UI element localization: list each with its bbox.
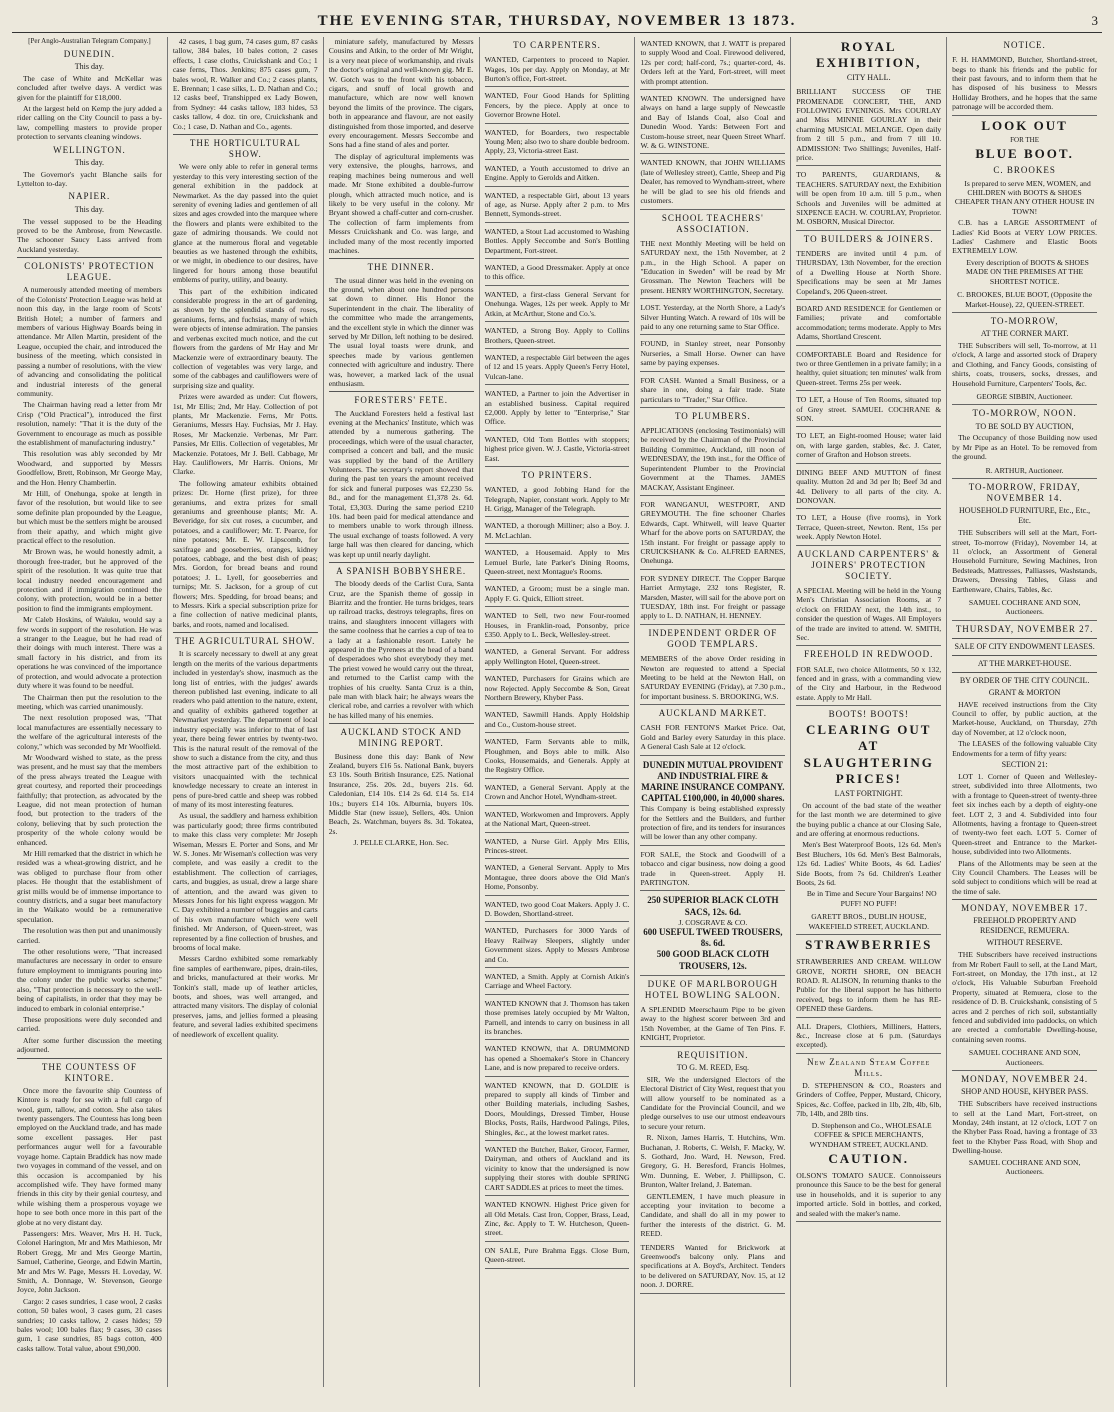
- thursday-heading: THURSDAY, NOVEMBER 27.: [955, 623, 1094, 634]
- classified-ad: ON SALE, Pure Brahma Eggs. Close Burn, Queen-street.: [485, 1244, 630, 1269]
- royal-exhibition-sub: CITY HALL.: [846, 73, 891, 83]
- auctioneer: SAMUEL COCHRANE AND SON, Auctioneers.: [952, 596, 1097, 621]
- heading-to-printers: TO PRINTERS.: [521, 469, 593, 480]
- article-paragraph: THE Subscribers will sell at the Mart, Fort-street, To-morrow (Friday), November 14, at 11 o'clock, an Assortment of General Household Furniture, Sewing Machines, Iron Bedsteads, Mattresses, Palliasses, Washstands, Drawers, Dressing Tables, Glass and Earthenware, Chairs, Tables, &c.: [952, 528, 1098, 594]
- article-paragraph: Once more the favourite ship Countess of Kintore is ready for sea with a full cargo of wool, gum, tallow, and cotton. She also takes twenty passengers. The Countess has long been employed on the Auckland trade, and has made some excellent passages. Her past performances augur well for a favourable voyage home. Captain Braddick has now made two voyages in command of the vessel, and on this occasion is accompanied by his accomplished wife. They have formed many friends in this city by their genial courtesy, and while wishing them a prosperous voyage we hope to see both once more in this part of the globe at no very distant day.: [17, 1085, 162, 1227]
- classified-ad: TO LET, a House of Ten Rooms, situated top of Grey street. SAMUEL COCHRANE & SON.: [796, 393, 941, 427]
- strawberries-title: STRAWBERRIES: [805, 937, 933, 952]
- article-paragraph: The Chairman then put the resolution to the meeting, which was carried unanimously.: [17, 692, 162, 711]
- article-paragraph: These propositions were duly seconded and carried.: [17, 1014, 162, 1034]
- classified-ad: MEMBERS of the above Order residing in Newton are requested to attend a Special Meeting to be held at the Newton Hall, on SATURDAY EVENING (Friday), at 7.30 p.m., for important business. S. BROOKING, W.S.: [640, 652, 785, 705]
- classified-ad: WANTED KNOWN. The undersigned have always on hand a large supply of Newcastle and Bay of Islands Coal, also Coal and Dunedin Wood. Yards: Between Fort and Custom-house street, near Queen Street Wharf. W. & G. WINSTONE.: [640, 92, 785, 154]
- dateline: This day.: [74, 61, 105, 71]
- page-number: 3: [1091, 13, 1098, 28]
- article-paragraph: D. Stephenson and Co., WHOLESALE COFFEE & SPICE MERCHANTS, WYNDHAM STREET, AUCKLAND.: [809, 1120, 932, 1149]
- classified-ad: ALL Drapers, Clothiers, Milliners, Hatters, &c., Increase close at 6 p.m. (Saturdays excepted).: [796, 1020, 941, 1054]
- classified-ad: FOR SALE, two choice Allotments, 50 x 132, fenced and in grass, with a commanding view of the City and Harbour, in the Redwood estate. Apply to Mr Hall.: [796, 663, 941, 707]
- to-be-sold: TO BE SOLD BY AUCTION,: [975, 421, 1074, 431]
- divider: [329, 258, 474, 259]
- blue-boot-title: BLUE BOOT.: [975, 146, 1074, 162]
- article-paragraph: Mr Caleb Hoskins, of Waiuku, would say a few words in support of the resolution. He was a stranger to the League, but he had read of their doings with much interest. There was a small factory in his district, and from its operations he was convinced of the importance of protection, and would advocate a protection duty where it was found to be needful.: [17, 615, 162, 691]
- leases-heading: SALE OF CITY ENDOWMENT LEASES.: [954, 642, 1095, 652]
- article-paragraph: A numerously attended meeting of members of the Colonists' Protection League was held at noon this day, in the large room of Scots' British Hotel; a number of farmers and members of various Highway Boards being in attendance. Mr Allen Martin, president of the League, occupied the chair, and introduced the business of the meeting, which consisted in passing a number of resolutions, with the view of advancing and consolidating the political and industrial interests of the general community.: [17, 285, 162, 398]
- article-paragraph: Is prepared to serve MEN, WOMEN, and CHILDREN with BOOTS & SHOES CHEAPER THAN ANY OTHER HOUSE IN TOWN!: [954, 178, 1095, 216]
- article-paragraph: On account of the bad state of the weather for the last month we are determined to give the buying public a chance at our Closing Sale, and are offering at enormous reductions.: [796, 800, 942, 838]
- article-paragraph: It is scarcely necessary to dwell at any great length on the merits of the various departments included in yesterday's show, inasmuch as the long list of entries, with the judges' awards thereon published last evening, indicate to all readers who paid attention to the nature, extent, and quality of exhibits gathered together at Newmarket yesterday. The department of local industry especially was inferior to that of last year, there being fewer entries by twenty-two. This is the natural result of the removal of the show to such a distance from the city, and thus the most attractive part of the exhibition to visitors unacquainted with the technical knowledge necessary to create an interest in pens of pure-bred cattle and sheep was robbed of many of its most interesting features.: [172, 649, 318, 809]
- classified-ad: OLSON'S TOMATO SAUCE. Connoisseurs pronounce this Sauce to be the best for general use in households, and it is superior to any imported article. Sold in bottles, and corked, and sealed with the maker's name.: [796, 1169, 941, 1222]
- heading-horticultural-show: THE HORTICULTURAL SHOW.: [189, 138, 301, 160]
- heading-protection-league: COLONISTS' PROTECTION LEAGUE.: [24, 261, 155, 283]
- clothing-ad: [640, 893, 785, 975]
- article-paragraph: 42 cases, 1 bag gum, 74 cases gum, 87 casks tallow, 384 bales, 10 bales cotton, 2 cases effects, 1 case cloths, Cruickshank and Co.; 1 case ferns, Thos. Jenkins; 875 cases gum, 7 bales wool, R. Walker and Co.; 2 cases plants, E. Brennan; 1 case silks, L. D. Nathan and Co.; 12 casks beef, Transhipped ex Lady Bowen, from Sydney: 44 casks tallow, 183 hides, 53 casks tallow, 4 doz. tin ore, Cruickshank and Co.; 1 case, D. Nathan and Co., agents.: [172, 37, 318, 131]
- garett-bros: GARETT BROS., DUBLIN HOUSE, WAKEFIELD STREET, AUCKLAND.: [796, 910, 941, 935]
- divider: [952, 638, 1097, 639]
- article-paragraph: At the largest held on Kemp the jury added a rider calling on the City Council to pass a by-law, compelling masters to provide proper protection to servants cleaning windows.: [17, 103, 162, 142]
- column-6: [791, 37, 947, 1387]
- signature: J. PELLE CLARKE, Hon. Sec.: [353, 838, 449, 848]
- clothing-line: 600 USEFUL TWEED TROUSERS, 8s. 6d.: [643, 927, 783, 949]
- classified-ad: WANTED, Carpenters to proceed to Napier. Wages, 10s per day. Apply on Monday, at Mr Burton's office, Fort-street.: [485, 53, 630, 87]
- tomorrow-heading: TO-MORROW,: [990, 315, 1059, 326]
- article-paragraph: As usual, the saddlery and harness exhibition was particularly good; three firms contributed to make this class very complete: Mr Joseph Wiseman, Messrs E. Porter and Sons, and Mr W. S. Jones. Mr Wiseman's collection was very complete, and was easily a credit to the establishment. The collection of carriages, carts, and buggies, as usual, drew a large share of attention, and the award was given to Messrs Jones for his light express waggon. Mr C. Day exhibited a number of buggies and carts of his own manufacture which were well finished. Mr Anderson, of Queen-street, was represented by a fine collection of brushes, and brooms of local make.: [172, 811, 318, 953]
- shop-house: SHOP AND HOUSE, KHYBER PASS.: [961, 1087, 1089, 1097]
- column-5: [635, 37, 791, 1387]
- classified-ad: FOR SALE, the Stock and Goodwill of a tobacco and cigar business, now doing a good trade in Queen-street. Apply H. PARTINGTON.: [640, 848, 785, 892]
- divider: [329, 391, 474, 392]
- grant-morton: GRANT & MORTON: [988, 687, 1061, 697]
- tomorrow-noon: TO-MORROW, NOON.: [972, 408, 1077, 419]
- column-3: [324, 37, 480, 1387]
- heading-stock-report: AUCKLAND STOCK AND MINING REPORT.: [340, 727, 462, 749]
- brookes-name: C. BROOKES: [993, 165, 1056, 176]
- classified-ad: WANTED KNOWN, that D. GOLDIE is prepared to supply all kinds of Timber and other Building materials, including Sashes, Doors, Mouldings, Dressed Timber, House Blocks, Posts, Rails, Hardwood Palings, Piles, Shingles, &c., at the lowest market rates.: [485, 1079, 630, 1141]
- divider: [173, 134, 318, 135]
- heading-auckland-market: AUCKLAND MARKET.: [658, 708, 768, 719]
- article-paragraph: Every description of BOOTS & SHOES MADE ON THE PREMISES AT THE SHORTEST NOTICE.: [966, 257, 1089, 286]
- classified-ad: DINING BEEF AND MUTTON of finest quality. Mutton 2d and 3d per lb; Beef 3d and 4d. Delivery to all parts of the city. A. DONOVAN.: [796, 466, 941, 510]
- monday-heading-2: MONDAY, NOVEMBER 24.: [961, 1074, 1089, 1085]
- classified-ad: WANTED, a Partner to join the Advertiser in an established business. Capital required £2,000. Apply by letter to "Enterprise," Star Office.: [485, 387, 630, 431]
- without-reserve: WITHOUT RESERVE.: [986, 938, 1063, 948]
- classified-ad: WANTED KNOWN. Highest Price given for all Old Metals. Cast Iron, Copper, Brass, Lead, Zinc, &c. Apply to T. W. Hutcheson, Queen-street.: [485, 1198, 630, 1242]
- heading-freehold-redwood: FREEHOLD IN REDWOOD.: [804, 649, 934, 660]
- article-paragraph: The resolution was then put and unanimously carried.: [17, 926, 162, 945]
- divider: [952, 899, 1097, 900]
- heading-foresters-fete: FORESTERS' FETE.: [354, 395, 448, 406]
- classified-ad: WANTED, a Housemaid. Apply to Mrs Lemuel Burle, late Parker's Dining Rooms, Queen-street, next Montague's Rooms.: [485, 546, 630, 580]
- look-out-title: LOOK OUT: [981, 117, 1068, 133]
- article-paragraph: Cargo: 2 cases sundries, 1 case wool, 2 casks cotton, 50 bales wool, 3 cases gum, 21 cases sundries; 10 casks tallow, 2 cases hides; 59 bales wool; 100 bales flax; 9 cases, 30 cases gum, 1 case sundries, 85 bags cotton, 400 casks tallow. Total value, about £90,000.: [17, 1296, 162, 1353]
- insurance-title: DUNEDIN MUTUAL PROVIDENT AND INDUSTRIAL FIRE & MARINE INSURANCE COMPANY. CAPITAL £100,000, in 40,000 shares.: [641, 759, 785, 803]
- article-paragraph: C.B. has a LARGE ASSORTMENT of Ladies' Kid Boots at VERY LOW PRICES. Ladies' Cashmere and Elastic Boots EXTREMELY LOW.: [952, 218, 1098, 256]
- article-paragraph: THE Subscribers will sell, To-morrow, at 11 o'clock, A large and assorted stock of Drapery and Clothing, and Fancy Goods, consisting of shirts, coats, trousers, socks, dresses, and Household Furniture, Carpenters' Tools, &c.: [952, 340, 1098, 388]
- column-4: [480, 37, 636, 1387]
- classified-ad: WANTED the Butcher, Baker, Grocer, Farmer, Dairyman, and others of Auckland and its vicinity to know that the undersigned is now supplying their stores with double SPRING CART SADDLES at prices to meet the times.: [485, 1143, 630, 1196]
- newspaper-page: [12, 10, 1102, 1390]
- classified-ad: LOST. Yesterday, at the North Shore, a Lady's Silver Hunting Watch. A reward of 10s will be paid to any one returning same to Star Office.: [640, 301, 785, 335]
- classified-ad: WANTED, Sawmill Hands. Apply Holdship and Co., Custom-house street.: [485, 708, 630, 733]
- classified-ad: WANTED, Four Good Hands for Splitting Fencers, by the piece. Apply at once to Governor Browne Hotel.: [485, 89, 630, 123]
- classified-ad: BRILLIANT SUCCESS OF THE PROMENADE CONCERT, THE, AND FOLLOWING EVENINGS. Mrs COURLAY and Miss MINNIE GOURLAY in their charming MUSICAL MELANGE. Open daily from 2 till 5 p.m., and from 7 till 10. ADMISSION: Two Shillings; Juveniles, Half-price.: [796, 85, 941, 166]
- requisition-to: TO G. M. REED, Esq.: [676, 1062, 750, 1072]
- column-2: [168, 37, 324, 1387]
- dateline: This day.: [74, 157, 105, 167]
- heading-carpenters-society: AUCKLAND CARPENTERS' & JOINERS' PROTECTION SOCIETY.: [797, 548, 941, 581]
- classified-ad: WANTED, a Stout Lad accustomed to Washing Bottles. Apply Seccombe and Son's Bottling Department, Fort-street.: [485, 225, 630, 259]
- columns: [12, 37, 1102, 1387]
- heading-to-plumbers: TO PLUMBERS.: [674, 410, 751, 421]
- classified-ad: FOUND, in Stanley street, near Ponsonby Nurseries, a Small Horse. Owner can have same by paying expenses.: [640, 337, 785, 371]
- clothing-line: 250 SUPERIOR BLACK CLOTH SACS, 12s. 6d.: [647, 895, 779, 917]
- price-list: Men's Best Waterproof Boots, 12s 6d. Men's Best Bluchers, 10s 6d. Men's Best Balmorals, 12s 6d. Ladies' White Boots, 4s 6d. Ladies' Side Boots, from 7s 6d. Children's Leather Boots, 2s 6d.: [796, 840, 942, 887]
- dateline: This day.: [74, 204, 105, 214]
- divider: [17, 1058, 162, 1059]
- classified-ad: WANTED, Workwomen and Improvers. Apply at the National Mart, Queen-street.: [485, 808, 630, 833]
- heading-agricultural-show: THE AGRICULTURAL SHOW.: [175, 636, 316, 647]
- classified-ad: FOR CASH. Wanted a Small Business, or a share in one, doing a fair trade. State particulars to "Trader," Star Office.: [640, 374, 785, 408]
- classified-ad: WANTED, a Good Dressmaker. Apply at once to this office.: [485, 261, 630, 286]
- article-paragraph: We were only able to refer in general terms yesterday to this very interesting section of the general exhibition in the paddock at Newmarket. As the day passed into the quiet serenity of evening ladies and gentlemen of all sizes and ages crowded into the marquee where the flowers and plants were exhibited to the gaze of admiring thousands. We could not glance at the numerous floral and vegetable beauties as we hastened through the exhibits, or we might, in obedience to our desires, have lingered for hours among those beautiful emblems of purity, utility, and beauty.: [172, 162, 318, 285]
- royal-exhibition-title: ROYAL EXHIBITION,: [816, 39, 922, 71]
- classified-ad: WANTED, a Strong Boy. Apply to Collins Brothers, Queen-street.: [485, 324, 630, 349]
- telegram-tag: [Per Anglo-Australian Telegram Company.]: [28, 37, 151, 45]
- market-house: AT THE MARKET-HOUSE.: [977, 658, 1072, 668]
- classified-ad: WANTED, a good Jobbing Hand for the Telegraph, Napier, constant work. Apply to Mr H. Grigg, Manager of the Telegraph.: [485, 483, 630, 517]
- article-paragraph: Messrs Cardno exhibited some remarkably fine samples of earthenware, pipes, drain-tiles, and bricks, manufactured at their works. Mr Tonkin's stall, made up of leather articles, boots, and shoes, was well arranged, and attracted many visitors. The display of colonial preserves, jams, and jellies formed a pleasing feature, and several ladies exhibited specimens of needlework of excellent quality.: [172, 954, 318, 1039]
- article-paragraph: Mr Hill remarked that the district in which he resided was a wheat-growing district, and he was obliged to purchase flour from other places. He thought that the establishment of grist mills would be of immense importance to country districts, and a sugar beet manufactory in the Waikato would be a remunerative speculation.: [17, 849, 162, 924]
- classified-ad: F. H. HAMMOND, Butcher, Shortland-street, begs to thank his friends and the public for their past favours, and to inform them that he has disposed of his business to Messrs Holliday Brothers, and he hopes that the same patronage will be accorded them.: [952, 53, 1097, 115]
- article-paragraph: This resolution was ably seconded by Mr Woodward, and supported by Messrs Goodfellow, Brett, Robinson, Mr George May, and the Hon. Henry Chamberlin.: [17, 449, 162, 487]
- classified-ad: CASH FOR FENTON'S Market Price. Oat, Gold and Barley every Saturday in this place. A General Cash Sale at 12 o'clock.: [640, 721, 785, 755]
- classified-ad: WANTED, a respectable Girl, about 13 years of age, as Nurse. Apply after 2 p.m. to Mrs Bennett, Symonds-street.: [485, 189, 630, 223]
- classified-ad: A SPECIAL Meeting will be held in the Young Men's Christian Association Rooms, at 7 o'clock on FRIDAY next, the 14th inst., to consider the question of Wages. All Employers of the trade are invited to attend. W. SMITH, Sec.: [796, 584, 941, 646]
- column-1: [12, 37, 168, 1387]
- masthead-title: THE EVENING STAR, THURSDAY, NOVEMBER 13 1873.: [317, 13, 797, 29]
- classified-ad: WANTED KNOWN, that JOHN WILLIAMS (late of Wellesley street), Cattle, Sheep and Pig Dealer, has removed to Wyndham-street, where he will be glad to see his old friends and customers.: [640, 156, 785, 209]
- brookes-address: C. BROOKES, BLUE BOOT, (Opposite the Market-House), 22, QUEEN-STREET.: [952, 288, 1097, 313]
- masthead: [12, 10, 1102, 33]
- article-paragraph: After some further discussion the meeting adjourned.: [17, 1035, 162, 1055]
- article-paragraph: Mr Brown was, he would honestly admit, a thorough free-trader, but he approved of the spirit of the resolution. It was quite true that local industry needed encouragement and protection and if immigration continued the colony, with protection, would be in a better position to find the immigrants employment.: [17, 547, 162, 613]
- classified-ad: TO LET, a House (five rooms), in York Terrace, Queen-street, Newton. Rent, 15s per week. Apply Newton Hotel.: [796, 511, 941, 545]
- caution-title: CAUTION.: [828, 1150, 910, 1166]
- heading-napier: NAPIER.: [68, 191, 111, 202]
- classified-ad: WANTED, two good Coat Makers. Apply J. C. D. Bowden, Shortland-street.: [485, 898, 630, 923]
- last-fortnight: LAST FORTNIGHT.: [834, 788, 903, 798]
- classified-ad: WANTED, Purchasers for 3000 Yards of Heavy Railway Sleepers, slightly under Government sizes. Apply to Messrs Ambrose and Co.: [485, 924, 630, 968]
- heading-good-templars: INDEPENDENT ORDER OF GOOD TEMPLARS.: [648, 627, 778, 649]
- classified-ad: WANTED, Purchasers for Grains which are now Rejected. Apply Seccombe & Son, Great Northern Brewery, Khyber Pass.: [485, 672, 630, 706]
- auctioneer: GEORGE SIBBIN, Auctioneer.: [952, 390, 1097, 405]
- heading-dinner: THE DINNER.: [367, 262, 435, 273]
- friday-heading: TO-MORROW, FRIDAY, NOVEMBER 14.: [968, 482, 1081, 504]
- requisition-names: R. Nixon, James Harris, T. Hutchins, Wm. Buchanan, J. Roberts, C. Welsh, F. Macky, W. S. Gothard, Jno. Ward, H. Newson, Fred. Gregory, G. H. Beresford, Francis Holmes, Wm. Dunning, E. Weber, J. Phillipson, C. Brunton, Walter Ireland, J. Bateman.: [640, 1133, 786, 1190]
- divider: [329, 562, 474, 563]
- article-paragraph: The Chairman having read a letter from Mr Crisp ("Old Practical"), introduced the first resolution, namely: "That it is the duty of the Government to encourage as much as possible the establishment of manufacturing industry.": [17, 400, 162, 447]
- article-paragraph: The vessel supposed to be the Heading proved to be the Ambrose, from Newcastle. The schooner Saucy Lass arrived from Auckland yesterday.: [17, 216, 162, 254]
- auctioneer: SAMUEL COCHRANE AND SON, Auctioneers.: [968, 1157, 1081, 1176]
- article-paragraph: THE Subscribers have received instructions from Mr Robert Faull to sell, at the Land Mart, Fort-street, on Monday, the 17th inst., at 12 o'clock, His Valuable Suburban Freehold Property, situated at Remuera, close to the residence of D. B. Cruickshank, consisting of 5 acres and 2 perches of rich soil, substantially fenced and subdivided into paddocks, on which are erected a comfortable Dwelling-house, containing seven rooms.: [952, 950, 1098, 1044]
- divider: [17, 257, 162, 258]
- heading-builders-joiners: TO BUILDERS & JOINERS.: [803, 233, 934, 244]
- article-paragraph: miniature safely, manufactured by Messrs Cousins and Atkin, to the order of Mr Wright, is a very neat piece of workmanship, and rivals the doctor's original and well-known gig. Mr E. W. Gotch was to the front with his tobacco, cigars, and snuff of local growth and manufacture, which are now well known beyond the limits of the province. The cigars, both in appearance and flavour, are not easily distinguished from those imported, and deserve every encouragement. Messrs Seccombe and Sons had a fine stand of ales and porter.: [328, 37, 474, 150]
- classified-ad: A SPLENDID Meerschaum Pipe to be given away to the highest scorer between 3rd and 15th November, at the Game of Ten Pins. F. KNIGHT, Proprietor.: [640, 1003, 785, 1047]
- divider: [952, 655, 1097, 656]
- auctioneer: SAMUEL COCHRANE AND SON, Auctioneers.: [952, 1046, 1097, 1071]
- heading-dunedin: DUNEDIN.: [63, 48, 116, 59]
- heading-coffee-mills: New Zealand Steam Coffee Mills.: [807, 1056, 931, 1078]
- classified-ad: APPLICATIONS (enclosing Testimonials) will be received by the Chairman of the Provincial Building Committee, Auckland, till noon of WEDNESDAY, the 19th inst., for the Office of Superintendent Plumber to the Provincial Government at the Thames. JAMES MACKAY, Assistant Engineer.: [640, 424, 785, 496]
- classified-ad: WANTED, a Groom; must be a single man. Apply F. G. Quick, Elliott street.: [485, 582, 630, 607]
- shipping-ad: FOR WANGANUI, WESTPORT, AND GREYMOUTH. The fine schooner Charles Edwards, Capt. Whitwell, will leave Quarter Wharf for the above ports on SATURDAY, the 15th instant. For freight or passage apply to CRUICKSHANK & Co. ALFRED EARNES, Onehunga.: [640, 498, 785, 570]
- article-paragraph: The Governor's yacht Blanche sails for Lyttelton to-day.: [17, 169, 162, 189]
- article-paragraph: Mr Woodward wished to state, as the press was present, and he must say that the members of the press always treated the League with great courtesy, and reported their proceedings faithfully; that protection, as advocated by the League, did not mean protection of human food, but protection to the traders of the colony, believing that by such protection the prosperity of the whole colony would be enhanced.: [17, 752, 162, 847]
- classified-ad: WANTED, a General Servant. For address apply Wellington Hotel, Queen-street.: [485, 645, 630, 670]
- article-paragraph: The following amateur exhibits obtained prizes: Dr. Horne (first prize), for three geraniums, and extra prizes for small geraniums and greenhouse plants; Mr. A. Beveridge, for six cut roses, a cucumber, and potatoes, and a cauliflower; Mr. T. Pearce, for nine potatoes; Mr. E. W. Lipscomb, for saxifrage and gooseberries, oranges, kidney potatoes, cabbage, and the best dish of peas; Mrs. Gordon, for bread beans and round potatoes; J. L. Lyell, for gooseberries and turnips; Mr. S. Jackson, for a group of cut flowers; Mrs. Spedding, for broad beans; and to Messrs. Kirk a special subscription prize for a fine collection of native medicinal plants, barks, and roots, named and localised.: [172, 478, 318, 629]
- classified-ad: WANTED, a Smith. Apply at Cornish Atkin's Carriage and Wheel Factory.: [485, 970, 630, 995]
- classified-ad: WANTED, a General Servant. Apply at the Crown and Anchor Hotel, Wyndham-street.: [485, 781, 630, 806]
- article-paragraph: Be in Time and Secure Your Bargains! NO PUFF! NO PUFF!: [806, 889, 937, 908]
- clothing-seller: J. COSGRAVE & CO.: [678, 917, 748, 927]
- article-paragraph: The usual dinner was held in the evening on the ground, when about one hundred persons sat down to dinner. His Honor the Superintendent in the chair. The liberality of the committee who made the arrangements, and the excellent style in which the dinner was served by Mr Dillon, left nothing to be desired. The usual loyal toasts were drunk, and speeches made by various gentlemen connected with agriculture and industry. There was, however, a marked lack of the usual enthusiasm.: [328, 275, 474, 388]
- article-paragraph: Plans of the Allotments may be seen at the City Council Chambers. The Leases will be sold subject to conditions which will be read at the time of sale.: [952, 858, 1098, 896]
- article-paragraph: THE Subscribers have received instructions to sell at the Land Mart, Fort-street, on Monday, 24th instant, at 12 o'clock, LOT 7 on the Khyber Pass Road, having a frontage of 33 feet to the Khyber Pass Road, with Shop and Dwelling-house.: [952, 1099, 1098, 1156]
- classified-ad: WANTED, a first-class General Servant for Onehunga. Wages, 12s per week. Apply to Mr Atkin, at McArthur, Stone and Co.'s.: [485, 288, 630, 322]
- classified-ad: WANTED, for Boarders, two respectable Young Men; also two to share double bedroom. Apply, 23, Victoria-street East.: [485, 126, 630, 160]
- article-paragraph: D. STEPHENSON & CO., Roasters and Grinders of Coffee, Pepper, Mustard, Chicory, Spices, &c. Coffee, packed in 1lb, 2lb, 4lb, 6lb, 7lb, 14lb, and 28lb tins.: [796, 1081, 942, 1119]
- city-council: BY ORDER OF THE CITY COUNCIL.: [959, 675, 1090, 685]
- article-paragraph: Passengers: Mrs. Weaver, Mrs H. H. Tuck, Colonel Harington, Mr and Mrs Mathieson, Mr Robert Gregg, Mr and Mrs George Martin, Samuel, Catherine, George, and Edwin Martin, Mr and Mrs W. Page, Messrs H. Loveday, W. Smith, A. Donnage, W. Stevenson, George Joyce, John Jackson.: [17, 1228, 162, 1295]
- corner-mart: AT THE CORNER MART.: [980, 329, 1069, 339]
- divider: [173, 632, 318, 633]
- article-paragraph: The display of agricultural implements was very extensive, the ploughs, harrows, and reaping machines being numerous and well made. Mr Stone exhibited a double-furrow plough, which attracted much notice, and is likely to be very useful in the colony. Mr Bryant showed a chaff-cutter and corn-crusher. The collection of farm implements from Messrs Cruickshank and Co. was large, and included many of the most recently imported machines.: [328, 151, 474, 255]
- article-paragraph: The Auckland Foresters held a festival last evening at the Mechanics' Institute, which was attended by a numerous gathering. The proceedings, which were of the usual character, comprised a concert and ball, and the music was supplied by the band of the Artillery Volunteers. The secretary's report showed that during the past ten years the amount received for sick and funeral purposes was £2,230 5s. 8d., and for the management £1,378 2s. 6d. Total, £3,303. During the same period £210 10s. had been paid for medical attendance and to members unable to work through illness. The usual exchange of toasts followed. A very large hall was then cleared for dancing, which was kept up until nearly daylight.: [328, 408, 474, 559]
- household-furniture: HOUSEHOLD FURNITURE, Etc., Etc., Etc.: [959, 506, 1091, 526]
- heading-requisition: REQUISITION.: [677, 1049, 749, 1060]
- classified-ad: THE next Monthly Meeting will be held on SATURDAY next, the 15th November, at 2 p.m., in the High School. A paper on "Education in Sweden" will be read by Mr Grossman. The Newton Teachers will be present. HENRY WORTHINGTON, Secretary.: [640, 237, 785, 299]
- heading-boots: BOOTS! BOOTS!: [828, 709, 909, 720]
- article-paragraph: Business done this day: Bank of New Zealand, buyers £16 5s. National Bank, buyers £3 10s. South British Insurance, £25. National Insurance, 25s. 20s. 2d., buyers 21s. 6d. Caledonian, £14 10s. £14 2s 6d. £14 5s. £14 10s.; buyers £14 10s. Alburnia, buyers 10s. Middle Star (new issue), Sellers, 40s. Union Beach, 2s. Watchman, buyers 8s. 3d. Tokatea, 2s.: [328, 751, 474, 836]
- auctioneer: R. ARTHUR, Auctioneer.: [952, 464, 1097, 479]
- heading-notice: NOTICE.: [1003, 40, 1046, 50]
- classified-ad: TO PARENTS, GUARDIANS, & TEACHERS. SATURDAY next, the Exhibition will be open from 10 a.m. till 5 p.m., when Schools and Juveniles will be admitted at SIXPENCE EACH. W. COURLAY, Proprietor. M. OSBORN, Musical Director.: [796, 168, 941, 230]
- classified-ad: WANTED KNOWN, that A. DRUMMOND has opened a Shoemaker's Store in Chancery Lane, and is now prepared to receive orders.: [485, 1042, 630, 1076]
- insurance-text: This Company is being established expressly for the Settlers and the Builders, and further protection of fire, and its tenders for insurances will be lower than any other company.: [640, 804, 786, 842]
- monday-heading: MONDAY, NOVEMBER 17.: [961, 903, 1089, 914]
- classified-ad: WANTED to Sell, two new Four-roomed Houses, in Franklin-road, Ponsonby, price £350. Apply to L. Beck, Wellesley-street.: [485, 609, 630, 643]
- heading-spanish: A SPANISH BOBBYSHERE.: [336, 566, 467, 577]
- classified-ad: WANTED KNOWN, that J. WATT is prepared to supply Wood and Coal. Firewood delivered, 12s per cord; half-cord, 7s.; quarter-cord, 4s. Orders left at the Yard, Fort-street, will meet with prompt attention.: [640, 37, 785, 90]
- clothing-line: 500 GOOD BLACK CLOTH TROUSERS, 12s.: [656, 949, 769, 971]
- heading-countess-kintore: THE COUNTESS OF KINTORE.: [41, 1061, 137, 1083]
- article-paragraph: The LEASES of the following valuable City Endowments for a term of fifty years:: [952, 739, 1098, 758]
- classified-ad: WANTED KNOWN that J. Thomson has taken those premises lately occupied by Mr Walton, Parnell, and intends to carry on business in all its branches.: [485, 997, 630, 1041]
- column-7: [947, 37, 1102, 1387]
- article-paragraph: The other resolutions were, "That increased manufactures are necessary in order to ensure future employment to immigrants pouring into the colony under the public works scheme;" also, "That protection is necessary to the well-being of capitalists, in order that they may be induced to embark in colonial enterprise.": [17, 947, 162, 1013]
- requisition-reply: GENTLEMEN, I have much pleasure in accepting your invitation to become a Candidate, and shall do all in my power to further the interests of the district. G. M. REED.: [640, 1191, 786, 1239]
- classified-ad: TENDERS are invited until 4 p.m. of THURSDAY, 13th November, for the erection of a Dwelling House at North Shore. Specifications may be seen at Mr James Copeland's, 206 Queen-street.: [796, 247, 941, 300]
- classified-ad: WANTED, Farm Servants able to milk, Ploughmen, and Boys able to milk. Also Cooks, Housemaids, and Generals. Apply at the Registry Office.: [485, 735, 630, 779]
- article-paragraph: The next resolution proposed was, "That local manufactures are essentially necessary to the welfare of the agricultural interests of the colony," which was seconded by Mr Woolfield.: [17, 713, 162, 751]
- article-paragraph: Prizes were awarded as under: Cut flowers, 1st, Mr Ellis; 2nd, Mr Hay. Collection of pot plants, Mr Mackenzie. Ferns, Mr Potts. Geraniums, Messrs Hay. Fuchsias, Mr J. Hay. Roses, Mr Mackenzie. Verbenas, Mr Parr. Pansies, Mr Ellis. Collection of vegetables, Mr Mackenzie. Potatoes, Mr J. Bell. Cabbage, Mr Hay. Cauliflowers, Mr Harris. Onions, Mr Clarke.: [172, 392, 318, 477]
- article-paragraph: This part of the exhibition indicated considerable progress in the art of gardening, as shown by the splendid stands of roses, geraniums, ferns, and fuchsias, many of which were objects of intense admiration. The pansies and verbenas excited much notice, and the cut flowers from the gardens of Mr Hay and Mr Mackenzie were of extraordinary beauty. The collection of vegetables was very large, and some of the cabbages and cauliflowers were of surprising size and quality.: [172, 286, 318, 390]
- article-paragraph: The Occupancy of those Building now used by Mr Pipe as an Hotel. To be removed from the ground.: [952, 433, 1098, 462]
- divider: [329, 723, 474, 724]
- classified-ad: WANTED, a General Servant. Apply to Mrs Montague, three doors above the Old Man's Home, Ponsonby.: [485, 861, 630, 895]
- classified-ad: TENDERS Wanted for Brickwork at Greenwood's balcony only. Plans and specifications at A. Boyd's, Architect. Tenders to be delivered on SATURDAY, Nov. 15, at 12 noon. J. DORRE.: [640, 1241, 785, 1294]
- classified-ad: WANTED, a respectable Girl between the ages of 12 and 15 years. Apply Queen's Ferry Hotel, Vulcan-lane.: [485, 351, 630, 385]
- insurance-ad: [640, 758, 785, 846]
- classified-ad: WANTED, a Nurse Girl. Apply Mrs Ellis, Princes-street.: [485, 835, 630, 860]
- classified-ad: BOARD AND RESIDENCE for Gentlemen or Families; private and comfortable accommodation; terms moderate. Apply to Mrs Adams, Shortland Crescent.: [796, 302, 941, 346]
- requisition-text: SIR, We the undersigned Electors of the Electoral District of City West, request that you will allow yourself to be nominated as a Candidate for the Provincial Council, and we pledge ourselves to use our utmost endeavours to secure your return.: [640, 1074, 786, 1131]
- classified-ad: TO LET, an Eight-roomed House; water laid on, with large garden, stables, &c. J. Cater, corner of Grafton and Hobson streets.: [796, 429, 941, 463]
- heading-wellington: WELLINGTON.: [53, 144, 126, 155]
- classified-ad: WANTED, Old Tom Bottles with stoppers; highest price given. W. J. Castle, Victoria-street East.: [485, 433, 630, 467]
- article-paragraph: The bloody deeds of the Carlist Cura, Santa Cruz, are the Spanish theme of gossip in Biarritz and the frontier. He turns bridges, tears up railroad tracks, destroys telegraphs, fires on trains, and slaughters innocent villagers with the same coolness that he carries a cup of tea to a lady at a fashionable resort. Lately he appeared in the Pyrenees at the head of a band of desperadoes who shot everybody they met. The priest vowed he would carry out the threat, and returned to the Carlist camp with the trophies of his cruelty. Santa Cruz is a thin, pale man with black hair; he always wears the clerical robe, and carries a revolver with which he has killed many of his enemies.: [328, 579, 474, 720]
- heading-to-carpenters: TO CARPENTERS.: [513, 40, 601, 50]
- heading-bowling-saloon: DUKE OF MARLBOROUGH HOTEL BOWLING SALOON.: [644, 978, 781, 1000]
- article-paragraph: HAVE received instructions from the City Council to offer, by public auction, at the Market-house, Auckland, on Thursday, 27th day of November, at 12 o'clock noon,: [952, 699, 1098, 737]
- divider: [952, 672, 1097, 673]
- classified-ad: COMFORTABLE Board and Residence for two or three Gentlemen in a private family; in a healthy, quiet situation; ten minutes' walk from Queen-street. Terms 25s per week.: [796, 348, 941, 392]
- classified-ad: STRAWBERRIES AND CREAM. WILLOW GROVE, NORTH SHORE, ON BEACH ROAD. R. ALISON, In returning thanks to the Public for the liberal support he has hitherto received, begs to inform them he has RE-OPENED these Gardens.: [796, 955, 941, 1017]
- article-paragraph: LOT 1. Corner of Queen and Wellesley-street, subdivided into three Allotments, two with a frontage to Queen-street of twenty-three feet six inches each by a depth of eighty-one feet. LOT 2, 3 and 4. Subdivided into four Allotments, having a frontage to Queen-street of twenty-two feet each. LOT 5. Corner of Queen-street and Entrance to the Market-house, subdivided into two Allotments.: [952, 772, 1098, 857]
- section-label: SECTION 21:: [1001, 760, 1048, 770]
- clearing-out-title: CLEARING OUT AT SLAUGHTERING PRICES!: [803, 722, 934, 786]
- classified-ad: WANTED, a Youth accustomed to drive an Engine. Apply to Gerolds and Aitken.: [485, 162, 630, 187]
- article-paragraph: Mr Hill, of Onehunga, spoke at length in favor of the resolution, but would like to see some definite plan propounded by the League, but which must be the settlers might be aroused from their apathy, and which might give practical effect to the resolution.: [17, 488, 162, 546]
- freehold-heading: FREEHOLD PROPERTY AND RESIDENCE, REMUERA.: [973, 916, 1076, 936]
- for-the: FOR THE: [1010, 135, 1040, 144]
- article-paragraph: The case of White and McKellar was concluded after twelve days. A verdict was given for the plaintiff for £18,000.: [17, 73, 162, 102]
- heading-school-teachers: SCHOOL TEACHERS' ASSOCIATION.: [661, 212, 764, 234]
- shipping-ad: FOR SYDNEY DIRECT. The Copper Barque Harriet Armytage, 232 tons Register, R. Marsden, Master, will sail for the above port on TUESDAY, 18th inst. For freight or passage apply to L. D. NATHAN, H. HENNEY.: [640, 572, 785, 625]
- classified-ad: WANTED, a thorough Milliner; also a Boy. J. M. McLachlan.: [485, 519, 630, 544]
